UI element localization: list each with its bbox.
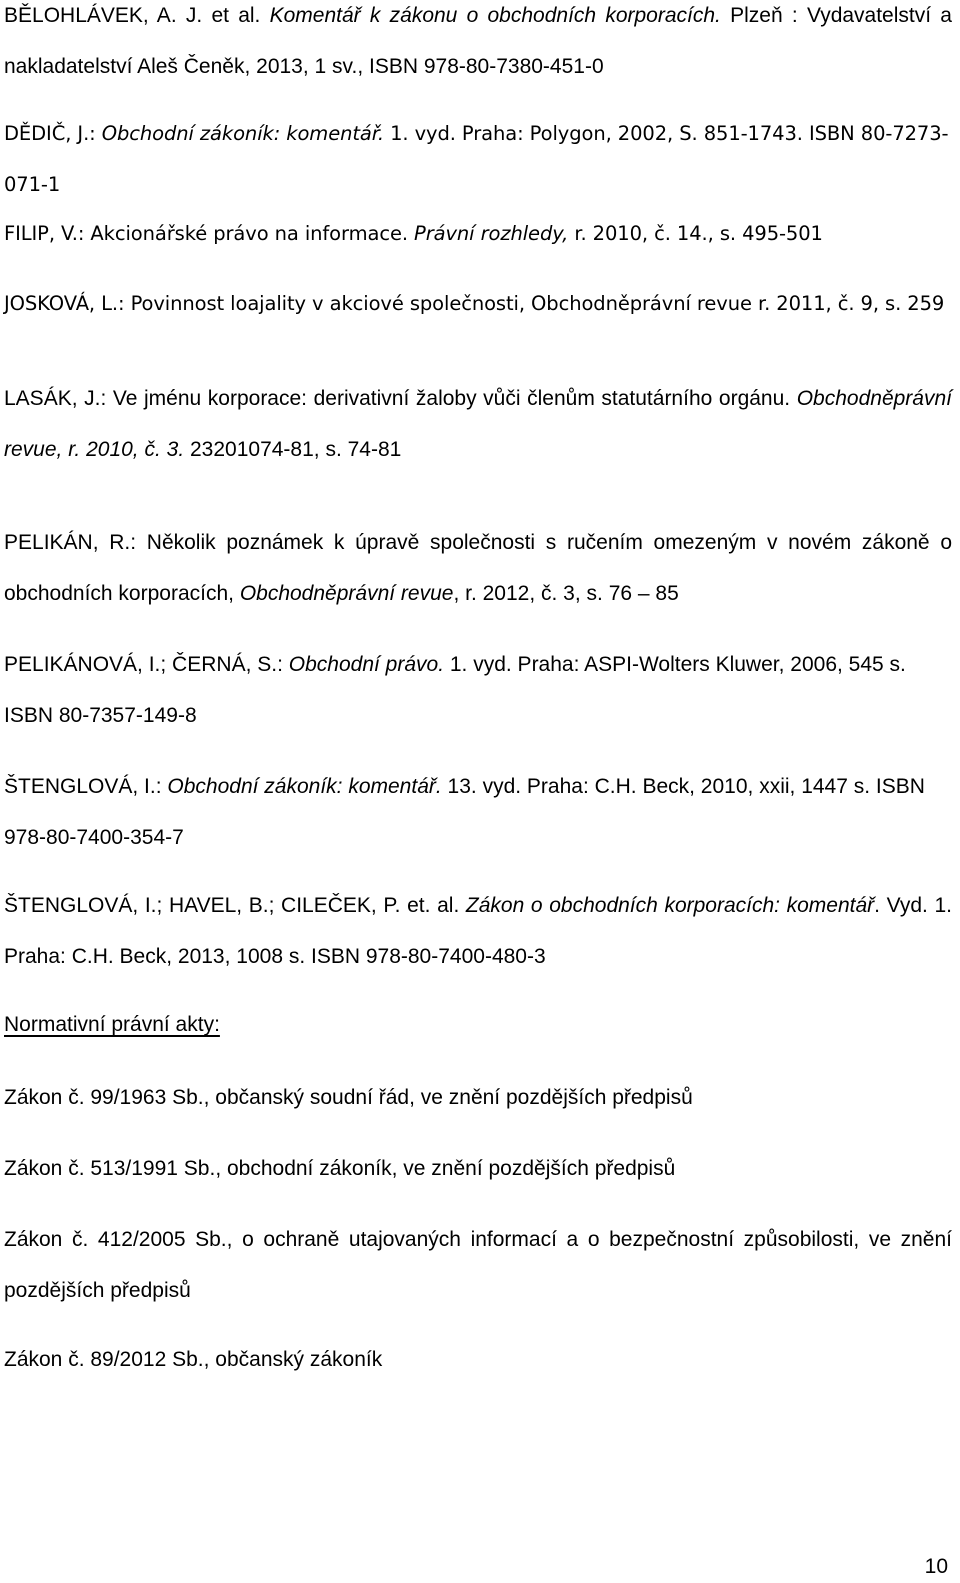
reference-entry: PELIKÁN, R.: Několik poznámek k úpravě společnosti s ručením omezeným v novém zákoně o obchodních korporacích, Obchodněprávní revue, r. 2012, č. 3, s. 76 – 85 <box>4 531 952 605</box>
section-heading: Normativní právní akty: <box>4 1013 220 1036</box>
reference-entry: BĚLOHLÁVEK, A. J. et al. Komentář k zákonu o obchodních korporacích. Plzeň : Vydavatelství a nakladatelství Aleš Čeněk, 2013, 1 sv., ISBN 978-80-7380-451-0 <box>4 4 952 78</box>
reference-entry: JOSKOVÁ, L.: Povinnost loajality v akciové společnosti, Obchodněprávní revue r. 2011, č. 9, s. 259 <box>4 292 945 315</box>
reference-entry: FILIP, V.: Akcionářské právo na informace. Právní rozhledy, r. 2010, č. 14., s. 495-501 <box>4 222 823 245</box>
reference-entry: ŠTENGLOVÁ, I.; HAVEL, B.; CILEČEK, P. et. al. Zákon o obchodních korporacích: komentář. Vyd. 1. Praha: C.H. Beck, 2013, 1008 s. ISBN 978-80-7400-480-3 <box>4 894 953 968</box>
reference-entry: LASÁK, J.: Ve jménu korporace: derivativní žaloby vůči členům statutárního orgánu. Obchodněprávní revue, r. 2010, č. 3. 23201074-81, s. 74-81 <box>4 387 952 461</box>
legal-act-entry: Zákon č. 412/2005 Sb., o ochraně utajovaných informací a o bezpečnostní způsobilosti, ve znění pozdějších předpisů <box>4 1228 952 1302</box>
legal-act-entry: Zákon č. 99/1963 Sb., občanský soudní řád, ve znění pozdějších předpisů <box>4 1086 693 1109</box>
page-number: 10 <box>924 1555 948 1578</box>
legal-act-entry: Zákon č. 89/2012 Sb., občanský zákoník <box>4 1348 383 1371</box>
legal-act-entry: Zákon č. 513/1991 Sb., obchodní zákoník, ve znění pozdějších předpisů <box>4 1157 676 1180</box>
reference-entry: ŠTENGLOVÁ, I.: Obchodní zákoník: komentář. 13. vyd. Praha: C.H. Beck, 2010, xxii, 1447 s. ISBN 978-80-7400-354-7 <box>4 775 925 849</box>
reference-entry: PELIKÁNOVÁ, I.; ČERNÁ, S.: Obchodní právo. 1. vyd. Praha: ASPI-Wolters Kluwer, 2006, 545 s. ISBN 80-7357-149-8 <box>4 653 906 727</box>
reference-entry: DĚDIČ, J.: Obchodní zákoník: komentář. 1. vyd. Praha: Polygon, 2002, S. 851-1743. ISBN 80-7273-071-1 <box>4 122 949 196</box>
